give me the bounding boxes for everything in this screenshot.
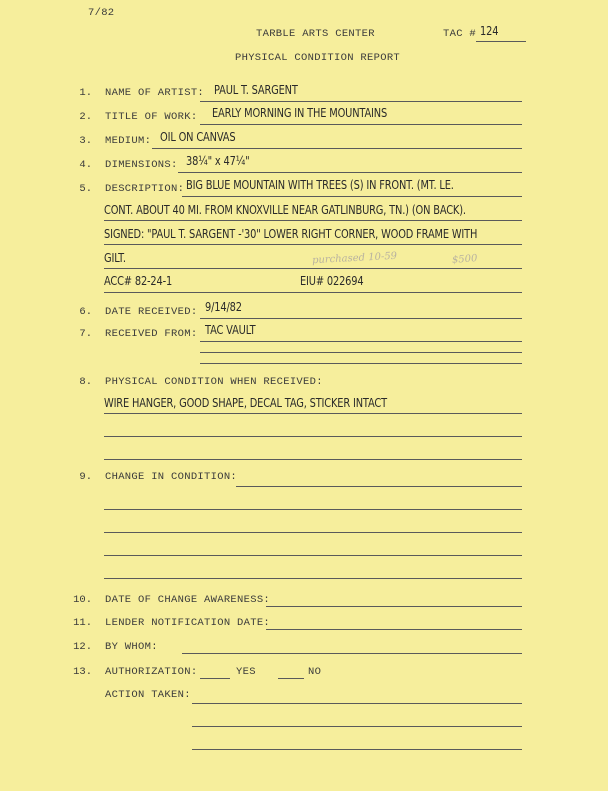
description-label: DESCRIPTION: xyxy=(105,183,185,195)
item-number: 8. xyxy=(79,376,92,388)
date-received-line xyxy=(200,318,522,319)
description-rule xyxy=(104,220,522,221)
description-rule xyxy=(182,196,522,197)
date-received-label: DATE RECEIVED: xyxy=(105,306,198,318)
tac-underline xyxy=(476,41,526,42)
description-rule xyxy=(104,292,522,293)
lender-notification-label: LENDER NOTIFICATION DATE: xyxy=(105,617,271,629)
change-awareness-label: DATE OF CHANGE AWARENESS: xyxy=(105,594,271,606)
action-taken-label: ACTION TAKEN: xyxy=(105,689,191,701)
item-number: 3. xyxy=(79,135,92,147)
description-line-4: GILT. xyxy=(104,251,126,265)
description-line-3: SIGNED: "PAUL T. SARGENT -'30" LOWER RIGHT CORNER, WOOD FRAME WITH xyxy=(104,227,478,241)
change-awareness-line xyxy=(266,606,522,607)
medium-value: OIL ON CANVAS xyxy=(160,130,236,144)
condition-received-label: PHYSICAL CONDITION WHEN RECEIVED: xyxy=(105,376,323,388)
action-taken-line xyxy=(192,749,522,750)
description-line-1: BIG BLUE MOUNTAIN WITH TREES (S) IN FRONT. (MT. LE. xyxy=(186,178,454,192)
tac-number: 124 xyxy=(480,24,499,38)
title-line xyxy=(200,124,522,125)
action-taken-line xyxy=(192,703,522,704)
change-line xyxy=(104,578,522,579)
date-received-value: 9/14/82 xyxy=(205,300,242,314)
tac-label: TAC # xyxy=(443,28,477,40)
item-number: 13. xyxy=(73,666,92,678)
by-whom-line xyxy=(182,653,522,654)
by-whom-label: BY WHOM: xyxy=(105,641,158,653)
date-code: 7/82 xyxy=(88,7,115,19)
dimensions-value: 38¼" x 47¼" xyxy=(186,154,250,168)
condition-line xyxy=(104,459,522,460)
item-number: 12. xyxy=(73,641,92,653)
eiu-number: EIU# 022694 xyxy=(300,274,364,288)
condition-line xyxy=(104,436,522,437)
authorization-yes-blank xyxy=(200,678,230,679)
received-from-value: TAC VAULT xyxy=(205,323,256,337)
description-rule xyxy=(104,244,522,245)
accession-number: ACC# 82-24-1 xyxy=(104,274,173,288)
description-line-2: CONT. ABOUT 40 MI. FROM KNOXVILLE NEAR GATLINBURG, TN.) (ON BACK). xyxy=(104,203,466,217)
item-number: 1. xyxy=(79,87,92,99)
change-line xyxy=(104,555,522,556)
pencil-purchase-note: purchased 10-59 xyxy=(311,250,398,267)
action-taken-line xyxy=(192,726,522,727)
item-number: 11. xyxy=(73,617,92,629)
authorization-yes: YES xyxy=(236,666,256,678)
item-number: 5. xyxy=(79,183,92,195)
medium-line xyxy=(152,148,522,149)
change-label: CHANGE IN CONDITION: xyxy=(105,471,238,483)
item-number: 10. xyxy=(73,594,92,606)
artist-label: NAME OF ARTIST: xyxy=(105,87,205,99)
authorization-no: NO xyxy=(308,666,322,678)
change-line xyxy=(104,509,522,510)
received-from-line xyxy=(200,352,522,353)
item-number: 6. xyxy=(79,306,92,318)
title-label: TITLE OF WORK: xyxy=(105,111,198,123)
artist-line xyxy=(200,101,522,102)
received-from-label: RECEIVED FROM: xyxy=(105,328,198,340)
org-name: TARBLE ARTS CENTER xyxy=(256,28,375,40)
item-number: 9. xyxy=(79,471,92,483)
change-line xyxy=(236,486,522,487)
authorization-label: AUTHORIZATION: xyxy=(105,666,198,678)
condition-received-value: WIRE HANGER, GOOD SHAPE, DECAL TAG, STICKER INTACT xyxy=(104,396,387,410)
dimensions-line xyxy=(178,172,522,173)
description-rule xyxy=(104,268,522,269)
item-number: 7. xyxy=(79,328,92,340)
title-value: EARLY MORNING IN THE MOUNTAINS xyxy=(212,106,388,120)
dimensions-label: DIMENSIONS: xyxy=(105,159,178,171)
received-from-line xyxy=(200,363,522,364)
item-number: 2. xyxy=(79,111,92,123)
change-line xyxy=(104,532,522,533)
lender-notification-line xyxy=(266,629,522,630)
artist-value: PAUL T. SARGENT xyxy=(214,83,298,97)
form-title: PHYSICAL CONDITION REPORT xyxy=(235,52,401,64)
medium-label: MEDIUM: xyxy=(105,135,152,147)
pencil-price-note: $500 xyxy=(451,253,478,266)
condition-line xyxy=(104,413,522,414)
authorization-no-blank xyxy=(278,678,304,679)
received-from-line xyxy=(200,341,522,342)
item-number: 4. xyxy=(79,159,92,171)
